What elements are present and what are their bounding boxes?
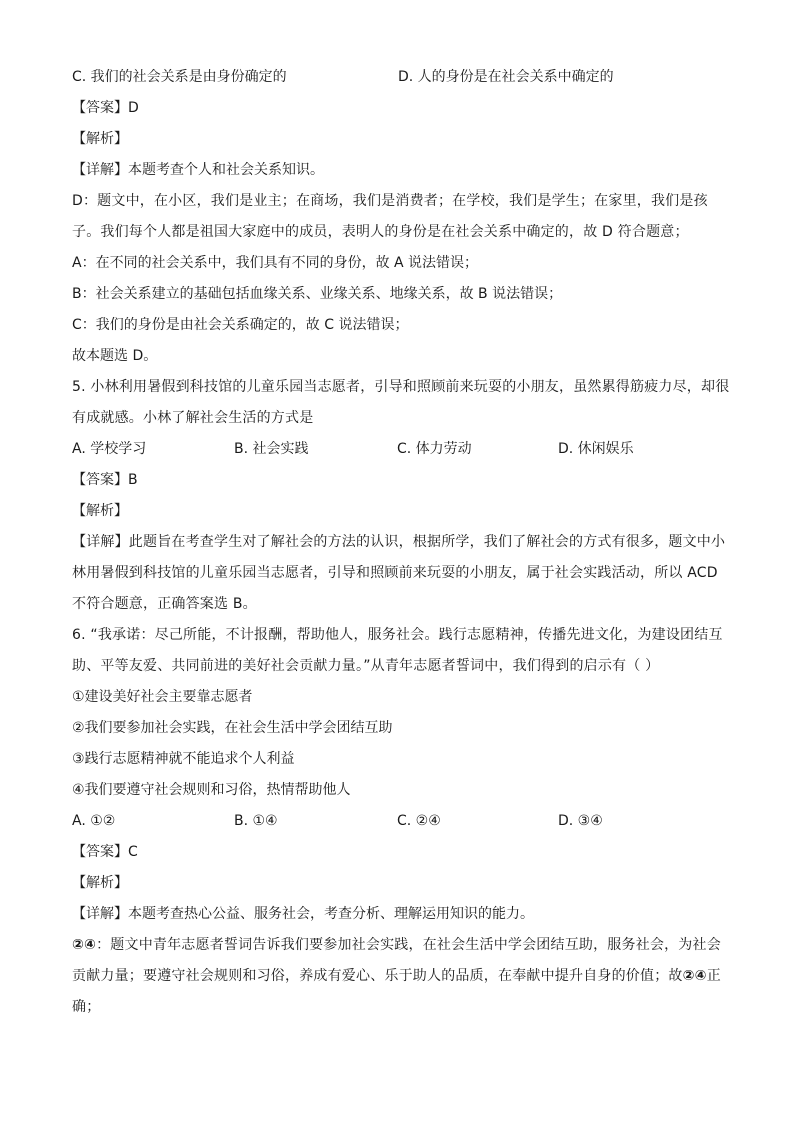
document-page <box>72 62 732 1023</box>
q6-item-3: ③践行志愿精神就不能追求个人利益 <box>72 751 295 767</box>
q6-reason <box>72 930 732 1023</box>
q5-stem: 5. 小林利用暑假到科技馆的儿童乐园当志愿者，引导和照顾前来玩耍的小朋友，虽然累得筋疲力尽，却很有成就感。小林了解社会生活的方式是 <box>72 379 730 426</box>
q5-analysis-heading: 【解析】 <box>72 503 128 519</box>
q6-detail: 【详解】本题考查热心公益、服务社会，考查分析、理解运用知识的能力。 <box>72 906 534 922</box>
q6-reason-marks-end: ②④ <box>682 968 707 984</box>
q4-answer: 【答案】D <box>72 100 139 116</box>
q5-option-c: C. 体力劳动 <box>397 441 472 457</box>
q4-options-cd <box>72 62 732 93</box>
q6-option-b: B. ①④ <box>234 813 278 829</box>
q5-options <box>72 434 732 465</box>
q5-option-d: D. 休闲娱乐 <box>558 441 634 457</box>
q5-detail: 【详解】此题旨在考查学生对了解社会的方法的认识，根据所学，我们了解社会的方式有很多，题文中小林用暑假到科技馆的儿童乐园当志愿者，引导和照顾前来玩耍的小朋友，属于社会实践活动，所以 ACD 不符合题意，正确答案选 B。 <box>72 534 726 612</box>
q6-stem: 6. “我承诺：尽己所能，不计报酬，帮助他人，服务社会。践行志愿精神，传播先进文化，为建设团结互助、平等友爱、共同前进的美好社会贡献力量。”从青年志愿者誓词中，我们得到的启示有（ ） <box>72 627 723 674</box>
q6-analysis-heading: 【解析】 <box>72 875 128 891</box>
q4-reason-d: D：题文中，在小区，我们是业主；在商场，我们是消费者；在学校，我们是学生；在家里，我们是孩子。我们每个人都是祖国大家庭中的成员，表明人的身份是在社会关系中确定的，故 D 符合题意； <box>72 193 708 240</box>
q6-option-a: A. ①② <box>72 813 116 829</box>
q5-option-a: A. 学校学习 <box>72 441 147 457</box>
q4-detail: 【详解】本题考查个人和社会关系知识。 <box>72 162 324 178</box>
q4-reason-c: C：我们的身份是由社会关系确定的，故 C 说法错误； <box>72 317 409 333</box>
q5-option-b: B. 社会实践 <box>234 441 309 457</box>
q6-option-d: D. ③④ <box>558 813 603 829</box>
q6-reason-tail: 正确； <box>72 968 721 1015</box>
q4-analysis-heading: 【解析】 <box>72 131 128 147</box>
q6-reason-body: ：题文中青年志愿者誓词告诉我们要参加社会实践，在社会生活中学会团结互助，服务社会，为社会贡献力量；要遵守社会规则和习俗，养成有爱心、乐于助人的品质，在奉献中提升自身的价值；故 <box>72 937 721 984</box>
q6-item-1: ①建设美好社会主要靠志愿者 <box>72 689 253 705</box>
q6-reason-marks: ②④ <box>72 937 97 953</box>
q6-item-4: ④我们要遵守社会规则和习俗，热情帮助他人 <box>72 782 351 798</box>
q4-conclusion: 故本题选 D。 <box>72 348 158 364</box>
q6-option-c: C. ②④ <box>397 813 441 829</box>
q4-option-c: C. 我们的社会关系是由身份确定的 <box>72 69 287 85</box>
q5-answer: 【答案】B <box>72 472 138 488</box>
q4-reason-b: B：社会关系建立的基础包括血缘关系、业缘关系、地缘关系，故 B 说法错误； <box>72 286 563 302</box>
q6-options <box>72 806 732 837</box>
q4-reason-a: A：在不同的社会关系中，我们具有不同的身份，故 A 说法错误； <box>72 255 479 271</box>
q4-option-d: D. 人的身份是在社会关系中确定的 <box>398 69 614 85</box>
q6-item-2: ②我们要参加社会实践，在社会生活中学会团结互助 <box>72 720 393 736</box>
q6-answer: 【答案】C <box>72 844 138 860</box>
